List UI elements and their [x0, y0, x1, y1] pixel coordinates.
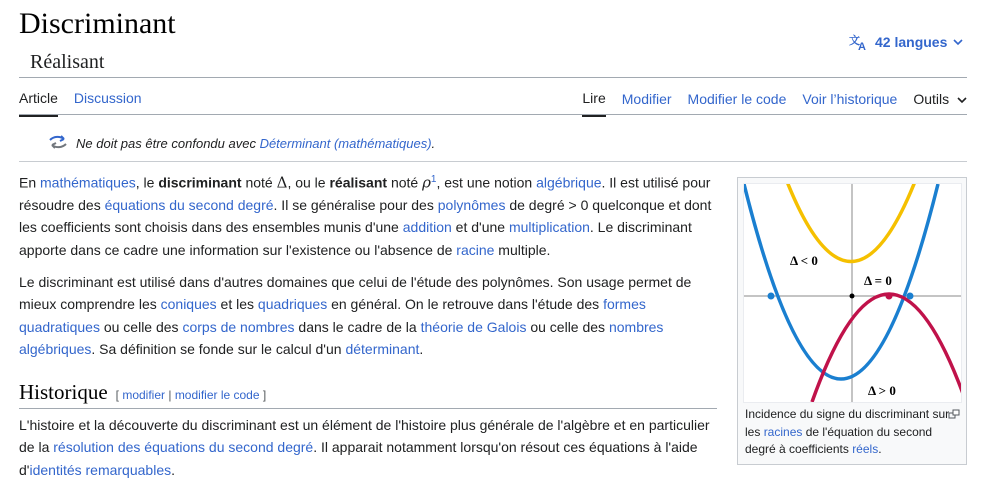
tab-read[interactable]: Lire — [582, 90, 605, 117]
link-theorie-de-galois[interactable]: théorie de Galois — [420, 318, 527, 335]
term-realisant: réalisant — [329, 174, 388, 191]
disambiguation-icon — [48, 135, 68, 152]
page-title: Discriminant — [19, 7, 176, 40]
language-label: 42 langues — [875, 34, 948, 50]
link-mathematiques[interactable]: mathématiques — [40, 174, 136, 191]
double-root-point — [886, 293, 893, 300]
paragraph-historique: L'histoire et la découverte du discriminant est un élément de l'histoire plus générale de l'algèbre et en particulier de la résolution des équations du second degré. Il apparait notamment lorsqu'on résout ces équations à l'aide d'identités remarquables. — [19, 417, 710, 478]
view-tabs — [582, 90, 967, 117]
label-delta-zero: Δ = 0 — [864, 273, 892, 288]
link-determinant[interactable]: déterminant — [345, 341, 420, 358]
link-identites-remarquables[interactable]: identités remarquables — [29, 461, 172, 478]
hatnote — [48, 135, 435, 152]
tools-label: Outils — [913, 91, 950, 107]
link-algebrique[interactable]: algébrique — [536, 174, 602, 191]
link-addition[interactable]: addition — [402, 219, 452, 236]
origin-point — [850, 294, 855, 299]
paragraph-intro: En mathématiques, le discriminant noté Δ, ou le réalisant noté $\rho^1$, est une notion algébrique. Il est utilisé pour résoudre des équations du second degré. Il se généralise pour des polynômes de degré > 0 quelconque et dont les coefficients sont choisis dans des ensembles munis d'une addition et d'une multiplication. Le discriminant apporte dans ce cadre une information sur l'existence ou l'absence de racine multiple. — [19, 173, 712, 258]
section-divider — [19, 408, 717, 409]
figure-caption: Incidence du signe du discriminant sur les racines de l'équation du second degré à coefficients réels. — [745, 407, 950, 456]
chevron-down-icon — [953, 38, 963, 46]
hatnote-divider — [19, 161, 967, 162]
hatnote-link[interactable]: Déterminant (mathématiques) — [259, 136, 432, 151]
tab-edit[interactable]: Modifier — [621, 91, 672, 107]
caption-link-racines[interactable]: racines — [763, 424, 803, 439]
language-button[interactable] — [849, 33, 963, 51]
link-polynomes[interactable]: polynômes — [437, 197, 506, 214]
link-racine[interactable]: racine — [456, 241, 495, 258]
hatnote-text: Ne doit pas être confondu avec — [76, 136, 260, 151]
link-resolution-equations[interactable]: résolution des équations du second degré — [53, 439, 314, 456]
link-coniques[interactable]: coniques — [160, 296, 217, 313]
delta-symbol: Δ — [276, 173, 288, 192]
root-point — [768, 293, 775, 300]
namespace-tabs — [19, 90, 142, 117]
tools-menu[interactable] — [913, 91, 967, 116]
link-nombres-algebriques[interactable]: nombres algébriques — [19, 318, 664, 358]
curve-delta-negative — [786, 184, 916, 262]
term-discriminant: discriminant — [158, 174, 242, 191]
root-point — [907, 293, 914, 300]
page-subtitle: Réalisant — [30, 51, 105, 73]
hatnote-end: . — [431, 136, 436, 151]
section-edit-link[interactable]: modifier — [122, 388, 166, 402]
link-quadriques[interactable]: quadriques — [257, 296, 328, 313]
title-divider — [19, 77, 967, 78]
link-formes-quadratiques[interactable]: formes quadratiques — [19, 296, 646, 335]
rho-symbol: ρ — [422, 173, 431, 192]
paragraph-usage: Le discriminant est utilisé dans d'autres domaines que celui de l'étude des polynômes. Son usage permet de mieux comprendre les coniques et les quadriques en général. On le retrouve dans l'étude des formes quadratiques ou celle des corps de nombres dans le cadre de la théorie de Galois ou celle des nombres algébriques. Sa définition se fonde sur le calcul d'un déterminant. — [19, 274, 692, 358]
section-heading-historique: Historique [ modifier | modifier le code ] — [19, 380, 267, 404]
section-edit-code-link[interactable]: modifier le code — [174, 388, 260, 402]
caption-link-reels[interactable]: réels — [852, 442, 879, 456]
tab-discussion[interactable]: Discussion — [73, 90, 142, 106]
link-equations-second-degre[interactable]: équations du second degré — [104, 197, 274, 214]
svg-text:A: A — [858, 41, 866, 51]
discriminant-graph[interactable] — [743, 183, 962, 403]
tab-history[interactable]: Voir l’historique — [802, 91, 898, 107]
translate-icon — [849, 33, 869, 51]
label-delta-positive: Δ > 0 — [868, 383, 896, 398]
chevron-down-icon — [957, 96, 967, 104]
figure-thumbnail — [737, 177, 967, 465]
tab-article[interactable]: Article — [19, 90, 58, 117]
tabs-divider — [19, 114, 967, 115]
tab-edit-source[interactable]: Modifier le code — [687, 91, 787, 107]
link-multiplication[interactable]: multiplication — [508, 219, 590, 236]
svg-text:文: 文 — [849, 34, 860, 47]
link-corps-de-nombres[interactable]: corps de nombres — [182, 318, 295, 335]
reference-1[interactable]: 1 — [430, 174, 437, 185]
curve-delta-positive — [744, 184, 938, 379]
label-delta-negative: Δ < 0 — [790, 253, 818, 268]
section-edit-links: [ modifier | modifier le code ] — [115, 388, 267, 402]
